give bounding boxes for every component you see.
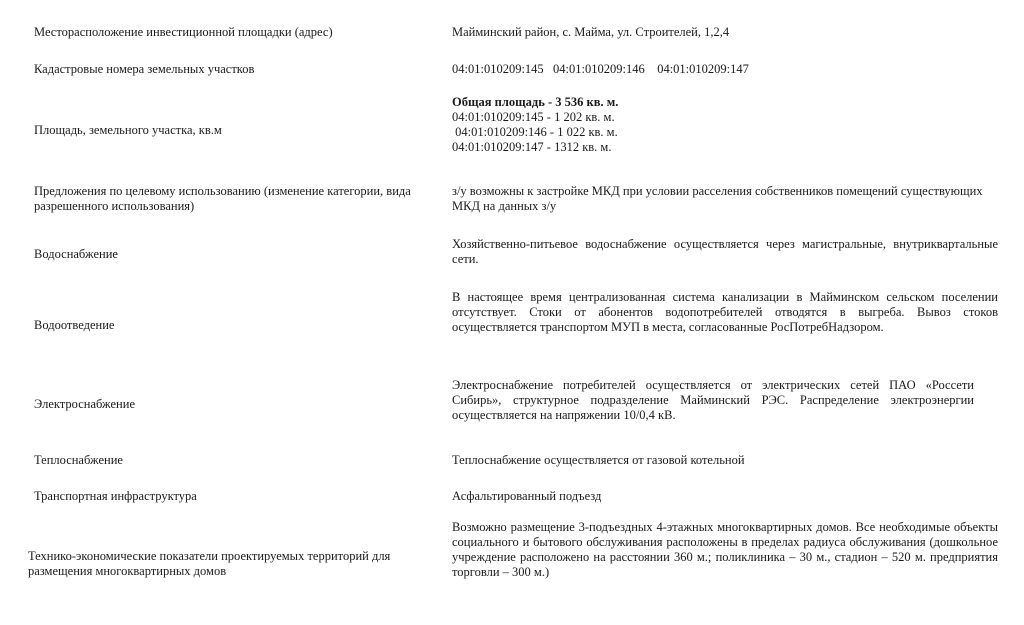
row-label-purpose: Предложения по целевому использованию (изменение категории, вида разрешенного использования): [34, 184, 411, 213]
table-row: [0, 450, 1024, 470]
row-value-indicators: Возможно размещение 3-подъездных 4-этажных многоквартирных домов. Все необходимые объекты социального и бытового обслуживания расположены в пределах радиуса обслуживания (дошкольное учреждение расположено на расстоянии 360 м.; поликлиника – 30 м., стадион – 520 м. предприятия торговли – 300 м.): [452, 520, 998, 579]
row-label-water-supply: Водоснабжение: [34, 246, 118, 261]
row-value-electricity: Электроснабжение потребителей осуществляется от электрических сетей ПАО «Россети Сибирь», структурное подразделение Майминский РЭС. Распределение электроэнергии осуществляется на напряжении 10/0,4 кВ.: [452, 378, 974, 422]
row-label-heating: Теплоснабжение: [34, 452, 123, 467]
area-line: 04:01:010209:145 - 1 202 кв. м.: [452, 110, 615, 124]
area-total: Общая площадь - 3 536 кв. м.: [452, 95, 619, 109]
area-line: 04:01:010209:146 - 1 022 кв. м.: [452, 125, 618, 139]
row-label-electricity: Электроснабжение: [34, 396, 135, 411]
table-row: [0, 486, 1024, 506]
row-value-purpose: з/у возможны к застройке МКД при условии расселения собственников помещений существующих МКД на данных з/у: [452, 184, 983, 213]
row-label-sewerage: Водоотведение: [34, 317, 115, 332]
row-label-cadastral: Кадастровые номера земельных участков: [34, 61, 255, 76]
row-label-address: Месторасположение инвестиционной площадки (адрес): [34, 24, 333, 39]
table-row: [0, 520, 1024, 608]
row-value-sewerage: В настоящее время централизованная система канализации в Майминском сельском поселении отсутствует. Стоки от абонентов водопотребителей отводятся в выгреба. Вывоз стоков осуществляется транспортом МУП в места, согласованные РосПотребНадзором.: [452, 290, 998, 334]
table-row: [0, 378, 1024, 430]
row-value-transport: Асфальтированный подъезд: [452, 488, 602, 503]
table-row: [0, 59, 1024, 79]
table-row: [0, 290, 1024, 360]
row-label-transport: Транспортная инфраструктура: [34, 488, 197, 503]
table-row: [0, 182, 1024, 216]
row-label-indicators: Технико-экономические показатели проектируемых территорий для размещения многоквартирных домов: [28, 549, 391, 578]
row-value-address: Майминский район, с. Майма, ул. Строителей, 1,2,4: [452, 24, 730, 39]
row-value-cadastral: 04:01:010209:145 04:01:010209:146 04:01:010209:147: [452, 61, 749, 76]
row-label-area: Площадь, земельного участка, кв.м: [34, 122, 222, 137]
table-row: [0, 22, 1024, 42]
table-row: [0, 237, 1024, 271]
table-row: [0, 95, 1024, 165]
row-value-area: [452, 95, 998, 165]
area-line: 04:01:010209:147 - 1312 кв. м.: [452, 140, 612, 154]
row-value-water-supply: Хозяйственно-питьевое водоснабжение осуществляется через магистральные, внутриквартальные сети.: [452, 237, 998, 266]
row-value-heating: Теплоснабжение осуществляется от газовой котельной: [452, 452, 745, 467]
